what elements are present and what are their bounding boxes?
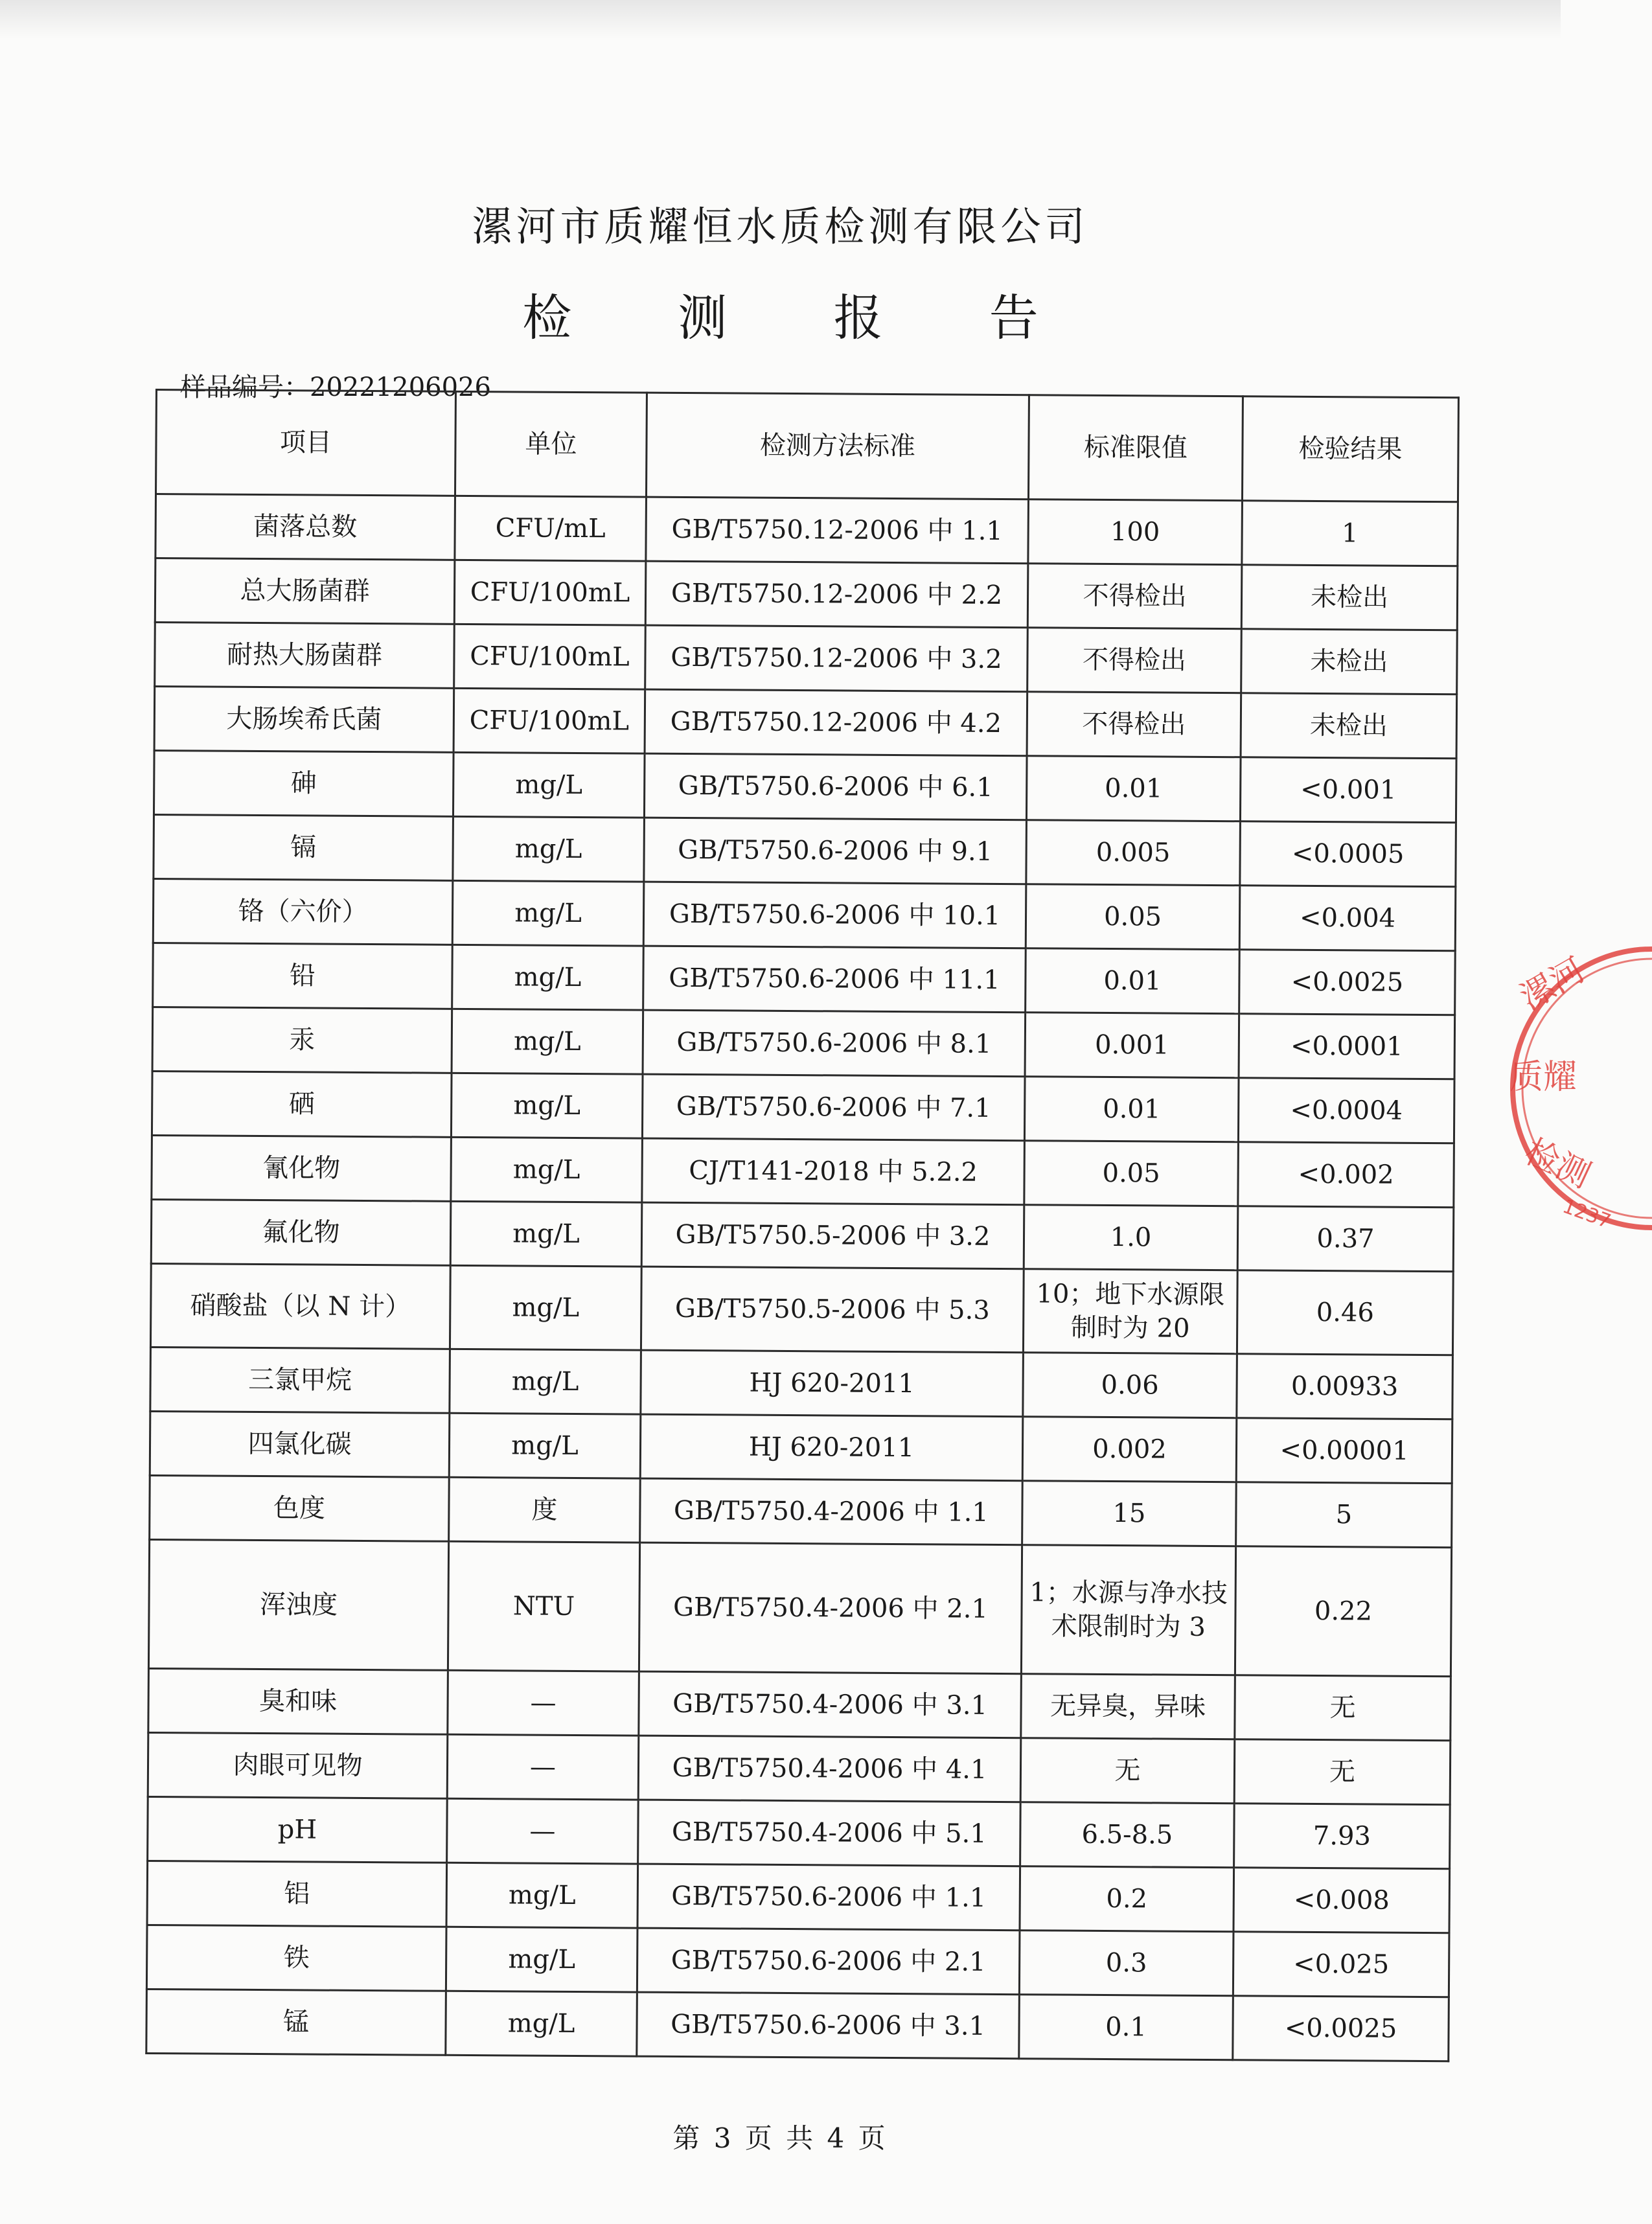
cell-item: 臭和味 — [148, 1668, 448, 1734]
cell-limit: 15 — [1022, 1481, 1237, 1546]
page-number: 第 3 页 共 4 页 — [672, 2122, 888, 2154]
cell-item: 菌落总数 — [155, 494, 455, 560]
cell-limit: 0.01 — [1024, 1077, 1239, 1142]
cell-limit: 0.05 — [1024, 1141, 1239, 1206]
cell-result: <0.0004 — [1238, 1078, 1454, 1143]
sample-number-value: 20221206026 — [310, 373, 491, 402]
cell-method: GB/T5750.4-2006 中 1.1 — [640, 1478, 1023, 1545]
cell-item: 硒 — [152, 1071, 452, 1137]
table-row — [150, 1475, 1452, 1547]
cell-unit: CFU/100mL — [453, 688, 645, 753]
cell-item: 砷 — [154, 750, 453, 816]
cell-item: 铅 — [153, 943, 453, 1009]
cell-result: 0.46 — [1237, 1270, 1453, 1355]
cell-method: GB/T5750.4-2006 中 2.1 — [639, 1542, 1022, 1674]
cell-limit: 0.005 — [1026, 820, 1241, 886]
cell-limit: 0.01 — [1026, 756, 1241, 821]
cell-result: 未检出 — [1241, 629, 1458, 694]
table-header-row — [156, 390, 1459, 502]
cell-result: <0.025 — [1233, 1932, 1449, 1997]
cell-method: GB/T5750.4-2006 中 3.1 — [639, 1671, 1022, 1738]
cell-method: GB/T5750.6-2006 中 9.1 — [644, 818, 1027, 884]
column-header-item: 项目 — [156, 390, 456, 496]
cell-unit: mg/L — [446, 1991, 637, 2056]
cell-unit: — — [447, 1734, 639, 1800]
cell-result: 0.00933 — [1237, 1354, 1453, 1419]
table-row — [152, 1135, 1454, 1207]
svg-text:漯河: 漯河 — [1513, 950, 1592, 1018]
cell-limit: 6.5-8.5 — [1020, 1802, 1235, 1868]
table-row — [152, 1071, 1454, 1143]
sample-number-label: 样品编号： — [180, 373, 310, 402]
cell-method: GB/T5750.5-2006 中 3.2 — [641, 1202, 1024, 1269]
cell-item: 硝酸盐（以 N 计） — [150, 1263, 450, 1349]
column-header-method: 检测方法标准 — [646, 393, 1029, 499]
cell-method: GB/T5750.6-2006 中 6.1 — [644, 753, 1027, 820]
cell-result: 1 — [1242, 501, 1458, 566]
svg-text:质耀: 质耀 — [1509, 1058, 1577, 1097]
cell-item: 氟化物 — [151, 1199, 451, 1265]
table-row — [148, 1796, 1451, 1868]
report-title: 检 测 报 告 — [522, 289, 1084, 347]
cell-item: pH — [148, 1796, 448, 1863]
cell-item: 铁 — [146, 1925, 446, 1991]
cell-method: CJ/T141-2018 中 5.2.2 — [642, 1138, 1025, 1205]
table-row — [148, 1539, 1451, 1676]
table-row — [155, 558, 1458, 630]
svg-text:1237: 1237 — [1559, 1195, 1614, 1233]
cell-item: 色度 — [150, 1475, 450, 1541]
cell-method: HJ 620-2011 — [641, 1350, 1024, 1417]
svg-text:检测: 检测 — [1519, 1132, 1597, 1196]
cell-unit: NTU — [448, 1541, 639, 1671]
cell-result: <0.0025 — [1233, 1996, 1449, 2061]
cell-unit: mg/L — [453, 752, 645, 818]
table-row — [155, 494, 1458, 566]
cell-method: GB/T5750.5-2006 中 5.3 — [641, 1267, 1024, 1353]
cell-limit: 0.06 — [1023, 1353, 1237, 1418]
table-row — [153, 878, 1456, 950]
cell-item: 铝 — [147, 1861, 447, 1927]
table-row — [146, 1925, 1449, 1997]
table-row — [150, 1263, 1453, 1355]
cell-unit: mg/L — [451, 1073, 643, 1138]
cell-item: 锰 — [146, 1989, 446, 2055]
cell-limit: 不得检出 — [1027, 692, 1241, 757]
cell-method: GB/T5750.4-2006 中 5.1 — [638, 1800, 1021, 1866]
cell-limit: 0.002 — [1022, 1417, 1237, 1482]
cell-limit: 0.001 — [1025, 1013, 1239, 1078]
cell-limit: 100 — [1028, 499, 1243, 565]
table-row — [153, 943, 1456, 1015]
cell-method: GB/T5750.6-2006 中 7.1 — [642, 1074, 1025, 1141]
company-name: 漯河市质耀恒水质检测有限公司 — [472, 203, 1089, 250]
cell-unit: mg/L — [451, 1137, 643, 1202]
cell-result: <0.004 — [1239, 886, 1456, 951]
column-header-unit: 单位 — [455, 391, 647, 497]
cell-limit: 1.0 — [1024, 1205, 1238, 1270]
column-header-result: 检验结果 — [1242, 396, 1458, 502]
cell-method: GB/T5750.12-2006 中 2.2 — [645, 561, 1028, 628]
cell-method: GB/T5750.12-2006 中 3.2 — [645, 625, 1028, 692]
table-row — [154, 750, 1456, 822]
cell-item: 镉 — [154, 814, 453, 880]
cell-limit: 1；水源与净水技术限制时为 3 — [1021, 1545, 1235, 1675]
cell-method: GB/T5750.12-2006 中 1.1 — [646, 497, 1029, 564]
cell-result: <0.0025 — [1239, 950, 1456, 1015]
cell-item: 铬（六价） — [153, 878, 453, 945]
table-row — [146, 1989, 1449, 2061]
cell-result: 未检出 — [1241, 693, 1457, 759]
table-row — [152, 1007, 1455, 1079]
results-table-body — [146, 390, 1459, 2061]
cell-unit: mg/L — [450, 1349, 641, 1414]
cell-method: HJ 620-2011 — [640, 1414, 1023, 1481]
cell-result: 无 — [1234, 1739, 1451, 1805]
cell-item: 总大肠菌群 — [155, 558, 455, 625]
cell-method: GB/T5750.6-2006 中 2.1 — [637, 1928, 1020, 1995]
cell-limit: 无异臭，异味 — [1021, 1674, 1235, 1739]
cell-result: 5 — [1236, 1482, 1452, 1548]
table-row — [148, 1732, 1451, 1804]
cell-limit: 10；地下水源限制时为 20 — [1023, 1269, 1237, 1354]
cell-item: 肉眼可见物 — [148, 1732, 448, 1798]
column-header-limit: 标准限值 — [1028, 395, 1243, 501]
cell-unit: mg/L — [450, 1201, 642, 1267]
cell-unit: mg/L — [450, 1265, 641, 1350]
scan-shadow — [0, 0, 1561, 39]
cell-unit: mg/L — [452, 1009, 643, 1074]
table-row — [150, 1347, 1453, 1419]
cell-result: 无 — [1235, 1675, 1451, 1741]
table-row — [150, 1411, 1452, 1483]
cell-unit: mg/L — [452, 880, 644, 946]
cell-result: 未检出 — [1241, 565, 1458, 630]
cell-limit: 0.2 — [1020, 1866, 1234, 1932]
cell-result: <0.002 — [1238, 1142, 1454, 1208]
cell-item: 三氯甲烷 — [150, 1347, 450, 1413]
cell-method: GB/T5750.4-2006 中 4.1 — [638, 1736, 1021, 1802]
cell-limit: 无 — [1020, 1738, 1235, 1804]
cell-unit: mg/L — [453, 816, 645, 882]
cell-unit: 度 — [449, 1477, 641, 1542]
cell-result: 0.22 — [1235, 1546, 1451, 1677]
cell-unit: CFU/mL — [455, 496, 647, 561]
cell-item: 四氯化碳 — [150, 1411, 450, 1477]
table-row — [154, 814, 1456, 886]
cell-limit: 0.01 — [1026, 948, 1240, 1014]
table-row — [147, 1861, 1450, 1932]
table-row — [148, 1668, 1451, 1740]
results-table — [145, 389, 1460, 2062]
cell-method: GB/T5750.12-2006 中 4.2 — [645, 689, 1027, 756]
cell-limit: 不得检出 — [1027, 564, 1242, 629]
cell-limit: 0.05 — [1026, 884, 1240, 950]
cell-item: 汞 — [152, 1007, 452, 1073]
cell-result: <0.008 — [1233, 1868, 1450, 1933]
cell-limit: 0.1 — [1019, 1995, 1233, 2060]
cell-method: GB/T5750.6-2006 中 10.1 — [643, 882, 1026, 948]
cell-unit: mg/L — [446, 1927, 637, 1992]
cell-unit: mg/L — [446, 1863, 638, 1928]
table-row — [154, 687, 1457, 759]
cell-item: 氰化物 — [152, 1135, 452, 1201]
cell-unit: mg/L — [452, 945, 644, 1010]
cell-result: <0.0005 — [1240, 821, 1456, 887]
cell-result: <0.0001 — [1239, 1014, 1455, 1079]
cell-item: 浑浊度 — [148, 1539, 448, 1670]
cell-method: GB/T5750.6-2006 中 8.1 — [643, 1010, 1026, 1077]
cell-unit: CFU/100mL — [454, 560, 646, 625]
cell-unit: — — [448, 1670, 639, 1736]
cell-result: <0.00001 — [1236, 1418, 1452, 1484]
cell-limit: 不得检出 — [1027, 628, 1242, 693]
cell-unit: CFU/100mL — [454, 624, 646, 689]
table-row — [151, 1199, 1454, 1271]
cell-unit: — — [447, 1798, 639, 1864]
cell-item: 大肠埃希氏菌 — [154, 687, 454, 753]
table-row — [155, 623, 1458, 694]
cell-result: 0.37 — [1237, 1206, 1454, 1272]
cell-unit: mg/L — [449, 1413, 641, 1478]
cell-method: GB/T5750.6-2006 中 11.1 — [643, 946, 1026, 1013]
cell-method: GB/T5750.6-2006 中 1.1 — [637, 1864, 1020, 1931]
cell-result: <0.001 — [1240, 757, 1456, 823]
cell-method: GB/T5750.6-2006 中 3.1 — [637, 1992, 1020, 2059]
cell-limit: 0.3 — [1019, 1931, 1233, 1996]
cell-item: 耐热大肠菌群 — [155, 623, 455, 689]
company-seal-stamp — [1484, 939, 1652, 1237]
cell-result: 7.93 — [1234, 1804, 1451, 1869]
